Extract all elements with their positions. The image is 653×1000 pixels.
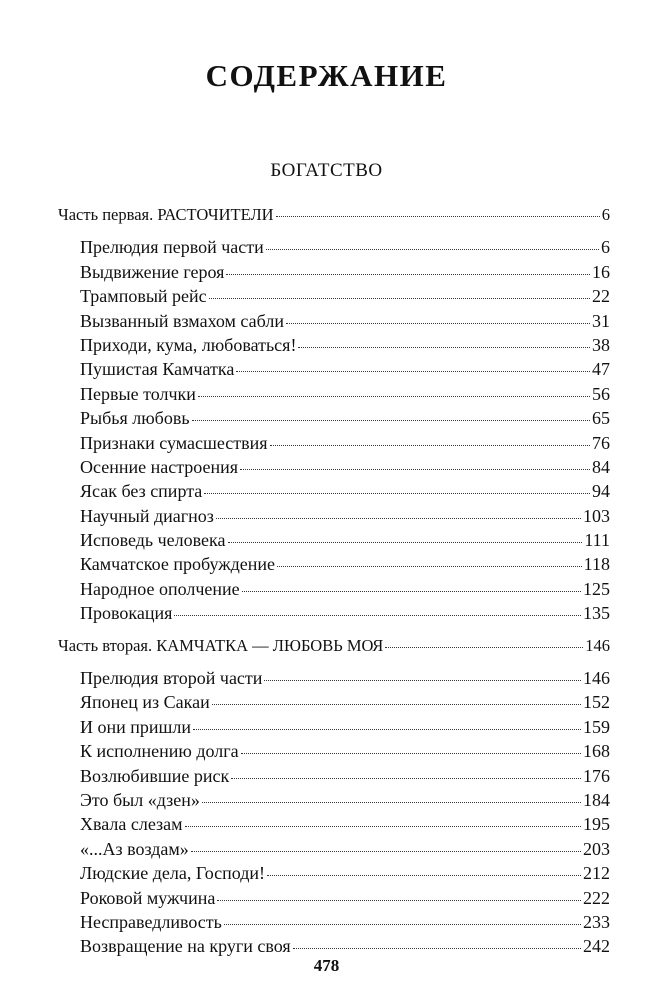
- dot-leader: [231, 764, 581, 782]
- entry-page-number: 168: [583, 741, 610, 762]
- dot-leader: [267, 861, 581, 879]
- entry-title: Научный диагноз: [80, 505, 214, 526]
- entry-page-number: 233: [583, 911, 610, 932]
- toc-chapter-entry[interactable]: [58, 690, 610, 714]
- dot-leader: [216, 504, 581, 522]
- toc-chapter-entry[interactable]: [58, 357, 610, 381]
- entry-page-number: 31: [592, 310, 610, 331]
- entry-page-number: 146: [583, 668, 610, 689]
- dot-leader: [191, 837, 581, 855]
- entry-title: Людские дела, Господи!: [80, 863, 266, 884]
- entry-title: Роковой мужчина: [80, 887, 216, 908]
- dot-leader: [270, 431, 590, 449]
- dot-leader: [286, 309, 590, 327]
- toc-chapter-entry[interactable]: [58, 601, 610, 625]
- entry-page-number: 84: [592, 456, 610, 477]
- entry-title: Прелюдия второй части: [80, 668, 263, 689]
- entry-page-number: 152: [583, 692, 610, 713]
- entry-page-number: 184: [583, 789, 610, 810]
- entry-page-number: 65: [592, 408, 610, 429]
- dot-leader: [209, 284, 590, 302]
- dot-leader: [298, 333, 590, 351]
- entry-page-number: 212: [583, 863, 610, 884]
- entry-page-number: 56: [592, 383, 610, 404]
- dot-leader: [174, 601, 581, 619]
- entry-page-number: 6: [601, 205, 610, 224]
- entry-page-number: 135: [583, 603, 610, 624]
- entry-title: Вызванный взмахом сабли: [80, 310, 284, 331]
- entry-title: Народное ополчение: [80, 578, 240, 599]
- toc-chapter-entry[interactable]: [58, 715, 610, 739]
- toc-chapter-entry[interactable]: [58, 284, 610, 308]
- dot-leader: [228, 528, 583, 546]
- toc-chapter-entry[interactable]: [58, 666, 610, 690]
- entry-page-number: 22: [592, 286, 610, 307]
- entry-page-number: 94: [592, 481, 610, 502]
- toc-chapter-entry[interactable]: [58, 455, 610, 479]
- entry-page-number: 125: [583, 578, 610, 599]
- page-number: 478: [313, 956, 340, 975]
- entry-title: Возлюбившие риск: [80, 765, 230, 786]
- entry-page-number: 222: [583, 887, 610, 908]
- toc-chapter-entry[interactable]: [58, 309, 610, 333]
- toc-chapter-entry[interactable]: [58, 260, 610, 284]
- toc-chapter-entry[interactable]: [58, 528, 610, 552]
- entry-title: Провокация: [80, 603, 173, 624]
- dot-leader: [242, 577, 581, 595]
- entry-page-number: 6: [601, 237, 610, 258]
- toc-chapter-entry[interactable]: [58, 764, 610, 788]
- section-gap: [58, 626, 610, 634]
- entry-title: Хвала слезам: [80, 814, 183, 835]
- entry-page-number: 242: [583, 936, 610, 957]
- entry-title: «...Аз воздам»: [80, 838, 189, 859]
- entry-title: Это был «дзен»: [80, 789, 200, 810]
- entry-title: Часть первая. РАСТОЧИТЕЛИ: [58, 205, 274, 224]
- entry-page-number: 146: [585, 635, 610, 655]
- dot-leader: [276, 204, 600, 221]
- entry-title: Камчатское пробуждение: [80, 554, 276, 575]
- entry-title: Японец из Сакаи: [80, 692, 210, 713]
- entry-page-number: 118: [583, 554, 610, 575]
- entry-title: Ясак без спирта: [80, 481, 203, 502]
- dot-leader: [277, 552, 582, 570]
- entry-page-number: 38: [592, 334, 610, 355]
- entry-title: Прелюдия первой части: [80, 237, 264, 258]
- dot-leader: [212, 690, 581, 708]
- toc-chapter-entry[interactable]: [58, 504, 610, 528]
- dot-leader: [192, 406, 590, 424]
- entry-page-number: 203: [583, 838, 610, 859]
- entry-title: Первые толчки: [80, 383, 196, 404]
- dot-leader: [293, 934, 581, 952]
- entry-title: Рыбья любовь: [80, 408, 190, 429]
- entry-page-number: 159: [583, 716, 610, 737]
- section-gap: [58, 227, 610, 235]
- entry-title: Выдвижение героя: [80, 261, 225, 282]
- toc-chapter-entry[interactable]: [58, 235, 610, 259]
- entry-title: И они пришли: [80, 716, 192, 737]
- page-title: СОДЕРЖАНИЕ: [205, 58, 448, 93]
- entry-title: Пушистая Камчатка: [80, 359, 235, 380]
- entry-title: Осенние настроения: [80, 456, 239, 477]
- dot-leader: [385, 634, 583, 651]
- entry-title: Возвращение на круги своя: [80, 936, 291, 957]
- toc-part-entry[interactable]: [58, 634, 610, 658]
- entry-title: К исполнению долга: [80, 741, 239, 762]
- toc-chapter-entry[interactable]: [58, 910, 610, 934]
- entry-page-number: 76: [592, 432, 610, 453]
- toc-chapter-entry[interactable]: [58, 382, 610, 406]
- dot-leader: [241, 739, 581, 757]
- book-title: БОГАТСТВО: [270, 160, 383, 181]
- dot-leader: [224, 910, 581, 928]
- entry-title: Признаки сумасшествия: [80, 432, 268, 453]
- toc-chapter-entry[interactable]: [58, 812, 610, 836]
- entry-page-number: 195: [583, 814, 610, 835]
- entry-page-number: 111: [584, 530, 610, 551]
- dot-leader: [236, 357, 590, 375]
- dot-leader: [217, 886, 581, 904]
- section-gap: [58, 658, 610, 666]
- toc-chapter-entry[interactable]: [58, 431, 610, 455]
- entry-page-number: 16: [592, 261, 610, 282]
- entry-title: Трамповый рейс: [80, 286, 207, 307]
- toc-chapter-entry[interactable]: [58, 886, 610, 910]
- dot-leader: [204, 479, 590, 497]
- entry-title: Приходи, кума, любоваться!: [80, 334, 297, 355]
- dot-leader: [266, 235, 599, 253]
- entry-page-number: 103: [583, 505, 610, 526]
- dot-leader: [264, 666, 581, 684]
- entry-page-number: 176: [583, 765, 610, 786]
- dot-leader: [198, 382, 590, 400]
- toc-chapter-entry[interactable]: [58, 479, 610, 503]
- entry-title: Часть вторая. КАМЧАТКА — ЛЮБОВЬ МОЯ: [58, 635, 384, 655]
- toc-chapter-entry[interactable]: [58, 788, 610, 812]
- dot-leader: [226, 260, 590, 278]
- toc-chapter-entry[interactable]: [58, 837, 610, 861]
- dot-leader: [202, 788, 581, 806]
- toc-chapter-entry[interactable]: [58, 333, 610, 357]
- toc-chapter-entry[interactable]: [58, 739, 610, 763]
- table-of-contents: [58, 203, 610, 959]
- entry-title: Несправедливость: [80, 911, 222, 932]
- entry-page-number: 47: [592, 359, 610, 380]
- dot-leader: [240, 455, 590, 473]
- toc-chapter-entry[interactable]: [58, 577, 610, 601]
- toc-chapter-entry[interactable]: [58, 861, 610, 885]
- toc-chapter-entry[interactable]: [58, 552, 610, 576]
- toc-part-entry[interactable]: [58, 203, 610, 227]
- dot-leader: [185, 812, 581, 830]
- dot-leader: [193, 715, 581, 733]
- toc-chapter-entry[interactable]: [58, 406, 610, 430]
- entry-title: Исповедь человека: [80, 530, 226, 551]
